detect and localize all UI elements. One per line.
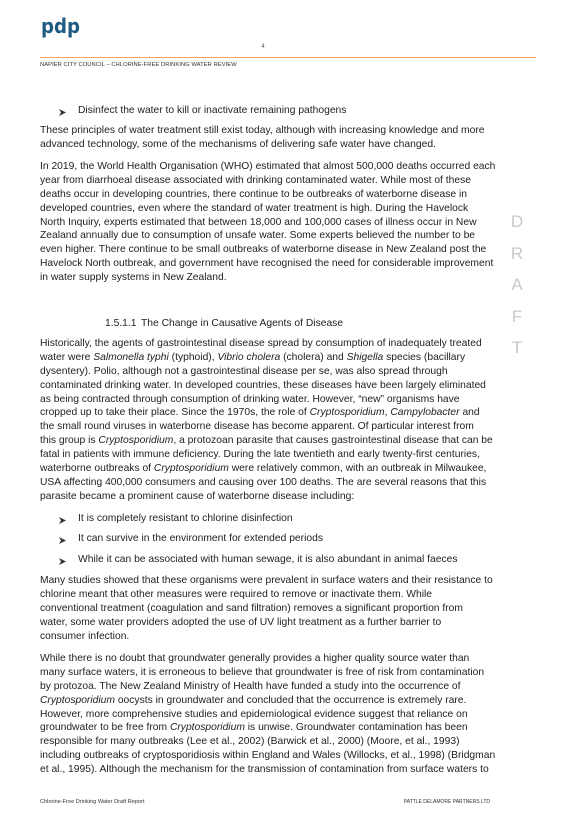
text-line <box>40 680 495 694</box>
logo-graphic <box>41 14 81 40</box>
text-run: conventional treatment (coagulation and sand filtration) removes a significant proportion from <box>40 602 463 614</box>
text-line <box>40 476 493 490</box>
paragraph-surface-water-studies <box>40 574 493 643</box>
text-run: Zealand annually due to consumption of unsafe water. Some experts believed the number to be <box>40 230 476 242</box>
italic-term: Cryptosporidium <box>98 435 174 447</box>
text-run: year from diarrhoeal disease associated with drinking contaminated water. While most of these <box>40 174 471 186</box>
italic-term: Shigella <box>346 351 384 363</box>
text-run: species (bacillary <box>383 351 466 363</box>
text-run: developed countries, even where the standard of water treatment is high. During the Havelock <box>40 202 469 214</box>
italic-term: Cryptosporidium <box>169 722 245 734</box>
text-run: In 2019, the World Health Organisation (WHO) estimated that almost 500,000 deaths occurred each <box>40 161 496 172</box>
section-title: The Change in Causative Agents of Disease <box>141 318 344 329</box>
bullet-text: Disinfect the water to kill or inactivate remaining pathogens <box>78 105 347 116</box>
text-run: However, more comprehensive studies and epidemiological evidence suggest that reliance on <box>40 708 468 720</box>
text-run: These principles of water treatment still exist today, although with increasing knowledge and more <box>40 125 485 136</box>
bullet-item <box>0 104 576 118</box>
text-run: deaths occur in developing countries, there continue to be outbreaks of waterborne disease in <box>40 188 468 200</box>
text-line <box>40 630 493 644</box>
text-run: in water supply systems in New Zealand. <box>40 272 227 284</box>
text-run: Havelock North outbreak, and government have recognised the need for considerable improvement <box>40 258 494 270</box>
text-line <box>40 749 495 763</box>
text-run: even higher. There continue to be small outbreaks of waterborne disease in New Zealand post the <box>40 244 487 256</box>
text-line <box>40 721 495 735</box>
text-line <box>40 365 493 379</box>
italic-term: Cryptosporidium <box>153 463 229 475</box>
text-run: (cholera) and <box>280 351 347 363</box>
text-run: groundwater to be free from <box>40 722 170 734</box>
text-run: , a protozoan parasite that causes gastrointestinal disease that can be <box>173 435 493 447</box>
text-line <box>40 138 485 152</box>
text-run: advanced technology, some of the mechanisms of delivering safe water have changed. <box>40 138 436 150</box>
header-rule <box>40 57 536 58</box>
text-run: contaminated drinking water. In developed countries, these diseases have been largely eliminated <box>40 379 486 391</box>
draft-watermark <box>508 206 526 364</box>
text-run: (typhoid), <box>168 351 218 363</box>
text-run: by protozoa. The New Zealand Ministry of Health have funded a study into the occurrence of <box>40 680 461 692</box>
watermark-letter: T <box>511 338 523 357</box>
text-line <box>40 490 493 504</box>
text-line <box>40 434 493 448</box>
italic-term: Cryptosporidium <box>40 694 115 706</box>
text-line <box>40 351 493 365</box>
text-line <box>40 462 493 476</box>
bullet-text: It is completely resistant to chlorine disinfection <box>78 513 293 524</box>
text-run: water, some water providers adopted the use of UV light treatment as a further barrier to <box>40 616 442 628</box>
text-run: While there is no doubt that groundwater generally provides a higher quality source water than <box>40 653 470 664</box>
arrowhead-bullet-icon <box>59 558 66 565</box>
pdp-logo <box>41 14 81 40</box>
italic-term: Salmonella typhi <box>93 351 169 363</box>
section-heading <box>0 317 576 331</box>
text-run: et al., 1995). Although the mechanism for the transmission of contamination from surface waters to <box>40 764 489 776</box>
text-line <box>40 188 495 202</box>
text-run: water were <box>40 351 94 363</box>
arrowhead-bullet-icon <box>59 537 66 544</box>
text-run: oocysts in groundwater and concluded that the occurrence is extremely rare. <box>114 694 467 706</box>
text-line <box>40 420 493 434</box>
text-line <box>40 616 493 630</box>
text-run: chlorine meant that other measures were required to remove or inactivate them. While <box>40 588 433 600</box>
text-run: including outbreaks of cryptosporidiosis within England and Wales (Willocks, et al., 1998) (Bridgman <box>40 750 496 762</box>
bullet-item <box>0 553 576 567</box>
text-line <box>40 708 495 722</box>
page-number: 4 <box>261 44 265 50</box>
bullet-text: It can survive in the environment for extended periods <box>78 533 323 544</box>
text-line <box>40 271 495 285</box>
arrowhead-bullet-icon <box>59 109 66 116</box>
watermark-letter: R <box>510 243 524 263</box>
text-line <box>40 763 495 777</box>
arrowhead-bullet-icon <box>59 517 66 524</box>
text-run: responsible for many outbreaks (Lee et al., 2002) (Barwick et al., 2000) (Moore, et al., 1993) <box>40 736 460 748</box>
text-line <box>40 652 495 666</box>
italic-term: Campylobacter <box>390 407 460 419</box>
bullet-item <box>0 512 576 526</box>
text-run: fatal in patients with immune deficiency. During the late twentieth and early twenty-first centuries, <box>40 449 480 461</box>
text-run: consumer infection. <box>40 630 130 642</box>
text-run: North Inquiry, experts estimated that between 18,000 and 100,000 cases of illness occur in New <box>40 216 477 228</box>
text-run: Historically, the agents of gastrointestinal disease spread by consumption of inadequately treated <box>40 338 482 349</box>
text-line <box>40 243 495 257</box>
paragraph-treatment-principles <box>40 124 485 152</box>
text-line <box>40 588 493 602</box>
text-line <box>40 337 493 351</box>
text-line <box>40 124 485 138</box>
paragraph-causative-agents <box>40 337 493 504</box>
text-line <box>40 202 495 216</box>
text-line <box>40 574 493 588</box>
text-run: were relatively common, with an outbreak in Milwaukee, <box>228 463 487 475</box>
bullet-item <box>0 532 576 546</box>
text-run: parasite became a prominent cause of waterborne disease including: <box>40 490 355 502</box>
bullet-text: While it can be associated with human sewage, it is also abundant in animal faeces <box>78 554 458 565</box>
paragraph-groundwater-risk <box>40 652 495 777</box>
italic-term: Cryptosporidium <box>309 407 385 419</box>
text-run: cropped up to take their place. Since the 1970s, the role of <box>40 407 310 419</box>
footer-report-title: Chlorine-Free Drinking Water Draft Report <box>40 799 145 805</box>
text-line <box>40 257 495 271</box>
text-line <box>40 448 493 462</box>
italic-term: Vibrio cholera <box>217 351 281 363</box>
text-run: the small round viruses in waterborne disease has become apparent. Of particular interest from <box>40 421 474 433</box>
text-run: many surface waters, it is erroneous to believe that groundwater is free of risk from contamination <box>40 666 485 678</box>
text-line <box>40 735 495 749</box>
text-run: and <box>459 407 480 419</box>
text-run: dysentery). Polio, although not a gastrointestinal disease per se, was also spread through <box>40 365 448 377</box>
text-line <box>40 379 493 393</box>
paragraph-who-estimate <box>40 160 495 285</box>
text-run: as being contracted through consumption of drinking water. However, “new” organisms have <box>40 393 460 405</box>
watermark-letter: F <box>511 306 523 326</box>
text-line <box>40 160 495 174</box>
watermark-letter: D <box>510 212 524 231</box>
logo-wordmark: pdp <box>41 14 80 38</box>
text-line <box>40 216 495 230</box>
text-run: , <box>384 407 391 419</box>
text-line <box>40 666 495 680</box>
text-line <box>40 406 493 420</box>
section-number: 1.5.1.1 <box>105 318 137 329</box>
text-run: Many studies showed that these organisms were prevalent in surface waters and their resistance to <box>40 575 493 586</box>
text-line <box>40 174 495 188</box>
text-run: waterborne outbreaks of <box>40 463 154 475</box>
running-header-title: NAPIER CITY COUNCIL – CHLORINE-FREE DRINKING WATER REVIEW <box>40 61 237 68</box>
text-run: USA affecting 400,000 consumers and causing over 100 deaths. The are several reasons that this <box>40 476 487 488</box>
text-line <box>40 393 493 407</box>
watermark-letter: A <box>511 275 523 294</box>
text-line <box>40 602 493 616</box>
footer-company-name: PATTLE DELAMORE PARTNERS LTD <box>403 799 490 805</box>
text-line <box>40 694 495 708</box>
text-run: this group is <box>40 435 99 447</box>
text-run: is unwise. Groundwater contamination has been <box>244 722 468 734</box>
text-line <box>40 229 495 243</box>
